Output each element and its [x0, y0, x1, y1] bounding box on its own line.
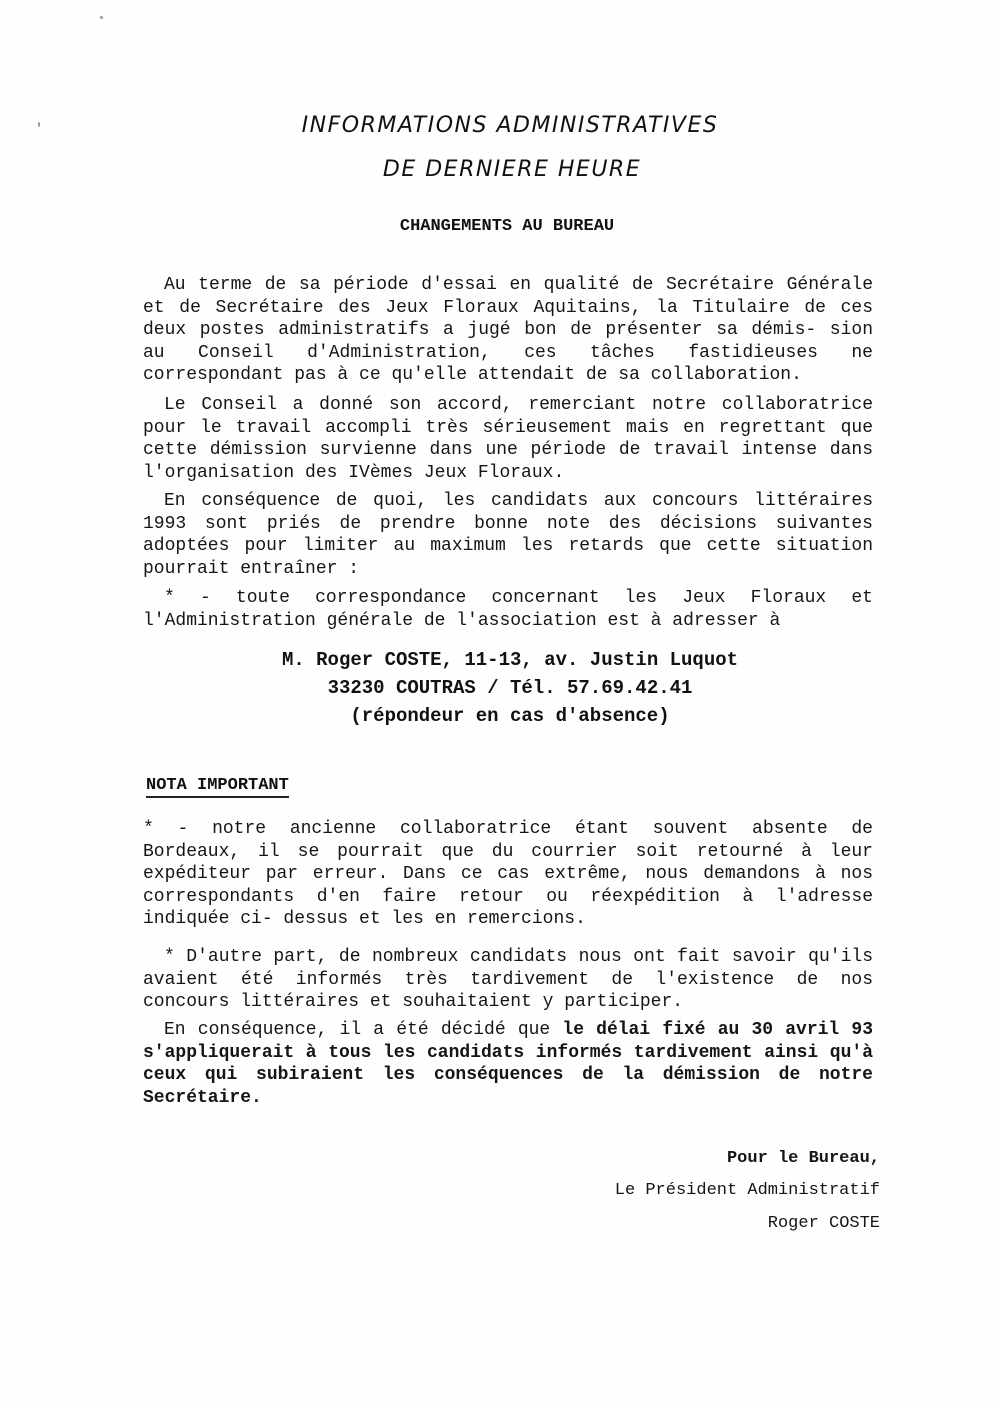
address-line-2: 33230 COUTRAS / Tél. 57.69.42.41: [327, 677, 693, 699]
address-line-1: M. Roger COSTE, 11-13, av. Justin Luquot: [281, 649, 739, 671]
body-paragraph-1-text: Au terme de sa période d'essai en qualité de Secrétaire Générale et de Secrétaire des Jeux Floraux Aquitains, la Titulaire de ces deux postes administratifs a jugé bon de présenter sa démis- sion au Conseil d'Administration, ces tâches fastidieuses ne correspondant pas à ce qu'elle attendait de sa collaboration.: [143, 275, 873, 385]
body-paragraph-4-text: * - toute correspondance concernant les Jeux Floraux et l'Administration générale de l'association est à adresser à: [143, 588, 873, 631]
title-line-1: INFORMATIONS ADMINISTRATIVES: [301, 113, 719, 138]
nota-heading: NOTA IMPORTANT: [146, 776, 289, 798]
body-paragraph-3-text: En conséquence de quoi, les candidats aux concours littéraires 1993 sont priés de prendre bonne note des décisions suivantes adoptées pour limiter au maximum les retards que cette situation pourrait entraîner :: [143, 491, 873, 579]
nota-paragraph-2-text: * D'autre part, de nombreux candidats nous ont fait savoir qu'ils avaient été informés très tardivement de l'existence de nos concours littéraires et souhaitaient y participer.: [143, 947, 873, 1012]
nota-paragraph-3: [143, 1019, 873, 1109]
signature-line-3: Roger COSTE: [767, 1214, 880, 1233]
signature-line-1: Pour le Bureau,: [726, 1149, 880, 1168]
body-paragraph-4: [143, 587, 873, 632]
title-line-2: DE DERNIERE HEURE: [382, 157, 642, 182]
nota-paragraph-2: [143, 946, 873, 1014]
body-paragraph-3: [143, 490, 873, 580]
signature-line-2: Le Président Administratif: [614, 1181, 880, 1200]
nota-paragraph-3-lead: En conséquence, il a été décidé que: [164, 1020, 551, 1040]
paper-speck: [100, 16, 103, 19]
body-paragraph-2: [143, 394, 873, 484]
body-paragraph-2-text: Le Conseil a donné son accord, remerciant notre collaboratrice pour le travail accompli très sérieusement mais en regrettant que cette démission survienne dans une période de travail intense dans l'organisation des IVèmes Jeux Floraux.: [143, 395, 873, 483]
section-heading: CHANGEMENTS AU BUREAU: [399, 217, 615, 236]
nota-paragraph-3-bold: le délai fixé au 30 avril 93 s'appliquerait à tous les candidats informés tardivement ainsi qu'à ceux qui subiraient les conséquences de la démission de notre Secrétaire.: [143, 1020, 873, 1108]
address-line-3: (répondeur en cas d'absence): [350, 705, 670, 727]
nota-paragraph-1: * - notre ancienne collaboratrice étant souvent absente de Bordeaux, il se pourrait que du courrier soit retourné à leur expéditeur par erreur. Dans ce cas extrême, nous demandons à nos correspondants d'en faire retour ou réexpédition à l'adresse indiquée ci- dessus et les en remercions.: [143, 819, 873, 929]
body-paragraph-1: [143, 274, 873, 387]
